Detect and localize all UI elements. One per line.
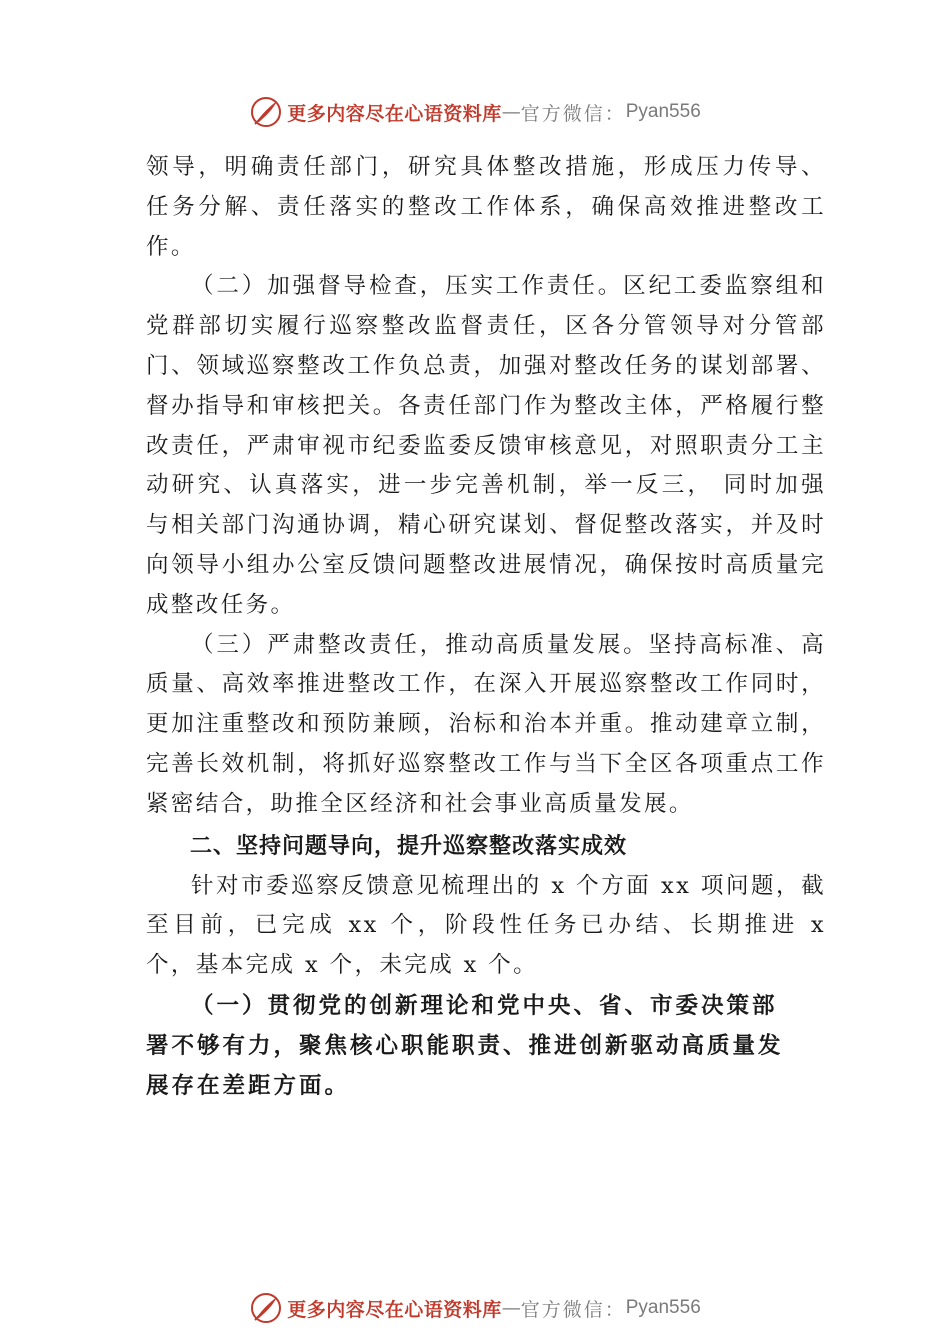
document-body <box>146 148 826 1106</box>
header-banner <box>0 92 950 132</box>
paragraph-2: （二）加强督导检查，压实工作责任。区纪工委监察组和党群部切实履行巡察整改监督责任，区各分管领导对分管部门、领域巡察整改工作负总责，加强对整改任务的谋划部署、督办指导和审核把关。各责任部门作为整改主体，严格履行整改责任，严肃审视市纪委监委反馈审核意见，对照职责分工主动研究、认真落实，进一步完善机制，举一反三， 同时加强与相关部门沟通协调，精心研究谋划、督促整改落实，并及时向领导小组办公室反馈问题整改进展情况，确保按时高质量完成整改任务。 <box>146 273 826 618</box>
banner-wechat-id: Pyan556 <box>625 101 701 122</box>
banner-dash: — <box>501 101 521 123</box>
paragraph-1: 领导，明确责任部门，研究具体整改措施，形成压力传导、 任务分解、责任落实的整改工作体系，确保高效推进整改工作。 <box>146 154 826 260</box>
banner-label: 官方微信： <box>520 1298 626 1321</box>
paragraph-4: 针对市委巡察反馈意见梳理出的 x 个方面 xx 项问题，截至目前，已完成 xx 个，阶段性任务已办结、长期推进 x 个，基本完成 x 个，未完成 x 个。 <box>146 872 826 979</box>
banner-wechat-id: Pyan556 <box>625 1297 701 1318</box>
quill-seal-icon <box>249 95 283 129</box>
banner-dash: — <box>501 1297 521 1319</box>
banner-site-text: 更多内容尽在心语资料库 <box>287 102 502 125</box>
banner-label: 官方微信： <box>520 102 626 125</box>
quill-seal-icon <box>249 1291 283 1325</box>
section-heading: 二、坚持问题导向，提升巡察整改落实成效 <box>190 833 628 859</box>
banner-site-text: 更多内容尽在心语资料库 <box>287 1298 502 1321</box>
subsection-heading: （一）贯彻党的创新理论和党中央、省、市委决策部署不够有力，聚焦核心职能职责、推进创新驱动高质量发展存在差距方面。 <box>146 992 784 1099</box>
paragraph-3: （三）严肃整改责任，推动高质量发展。坚持高标准、高质量、高效率推进整改工作，在深入开展巡察整改工作同时，更加注重整改和预防兼顾，治标和治本并重。推动建章立制，完善长效机制，将抓好巡察整改工作与当下全区各项重点工作紧密结合，助推全区经济和社会事业高质量发展。 <box>146 631 826 817</box>
footer-banner <box>0 1288 950 1328</box>
